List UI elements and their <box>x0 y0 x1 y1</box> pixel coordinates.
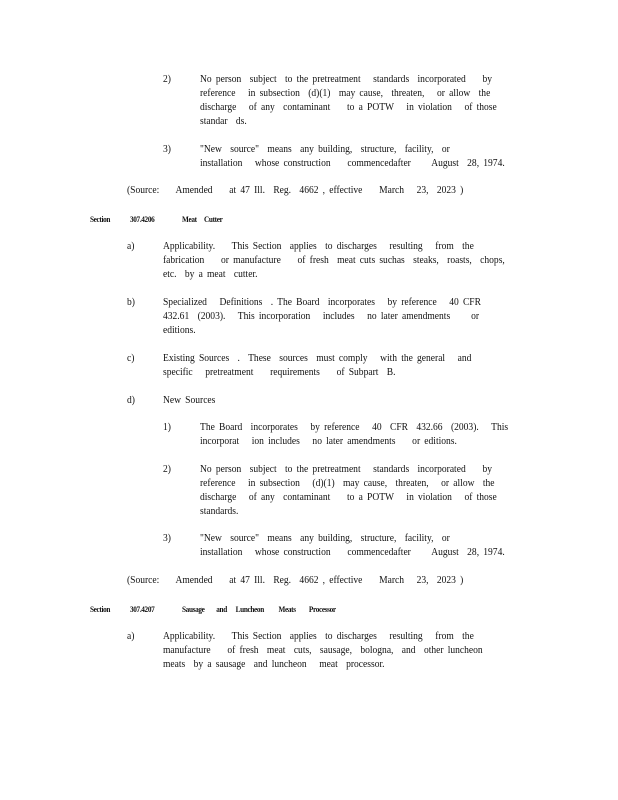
item-text: Applicability. This Section applies to discharges resulting from the fabrication or manufacture of fresh meat cuts suchas steaks, roasts, chops, etc. by a meat cutter. <box>163 241 505 280</box>
item-letter: d) <box>127 395 135 406</box>
item-letter: b) <box>127 297 135 308</box>
section-title: Sausage and Luncheon Meats Processor <box>182 604 336 614</box>
item-letter: a) <box>127 241 135 252</box>
item-text: No person subject to the pretreatment standards incorporated by reference in subsection (d)(1) may cause, threaten, or allow the discharge of any contaminant to a POTW in violation of those standar ds. <box>200 74 497 127</box>
section-label: Section <box>90 604 111 614</box>
subitem-text: "New source" means any building, structure, facility, or installation whose construction commencedafter August 28, 1974. <box>200 533 505 558</box>
section-number: 307.4206 <box>130 214 155 224</box>
item-number: 3) <box>163 144 171 155</box>
item-letter: a) <box>127 631 135 642</box>
item-text: New Sources <box>163 395 216 406</box>
subitem-text: The Board incorporates by reference 40 CFR 432.66 (2003). This incorporat ion includes no later amendments or editions. <box>200 422 509 447</box>
subitem-number: 3) <box>163 533 171 544</box>
source-note: (Source: Amended at 47 Ill. Reg. 4662 , effective March 23, 2023 ) <box>127 185 464 196</box>
subitem-number: 2) <box>163 464 171 475</box>
item-text: Existing Sources . These sources must comply with the general and specific pretreatment requirements of Subpart B. <box>163 353 472 378</box>
section-number: 307.4207 <box>130 604 155 614</box>
item-text: Specialized Definitions . The Board incorporates by reference 40 CFR 432.61 (2003). This incorporation includes no later amendments or editions. <box>163 297 481 336</box>
source-note: (Source: Amended at 47 Ill. Reg. 4662 , effective March 23, 2023 ) <box>127 575 464 586</box>
item-text: "New source" means any building, structure, facility, or installation whose construction commencedafter August 28, 1974. <box>200 144 505 169</box>
section-title: Meat Cutter <box>182 214 223 224</box>
section-label: Section <box>90 214 111 224</box>
item-letter: c) <box>127 353 135 364</box>
item-number: 2) <box>163 74 171 85</box>
subitem-text: No person subject to the pretreatment standards incorporated by reference in subsection (d)(1) may cause, threaten, or allow the discharge of any contaminant to a POTW in violation of those standards. <box>200 464 497 517</box>
item-text: Applicability. This Section applies to discharges resulting from the manufacture of fresh meat cuts, sausage, bologna, and other luncheon meats by a sausage and luncheon meat processor. <box>163 631 483 670</box>
subitem-number: 1) <box>163 422 171 433</box>
